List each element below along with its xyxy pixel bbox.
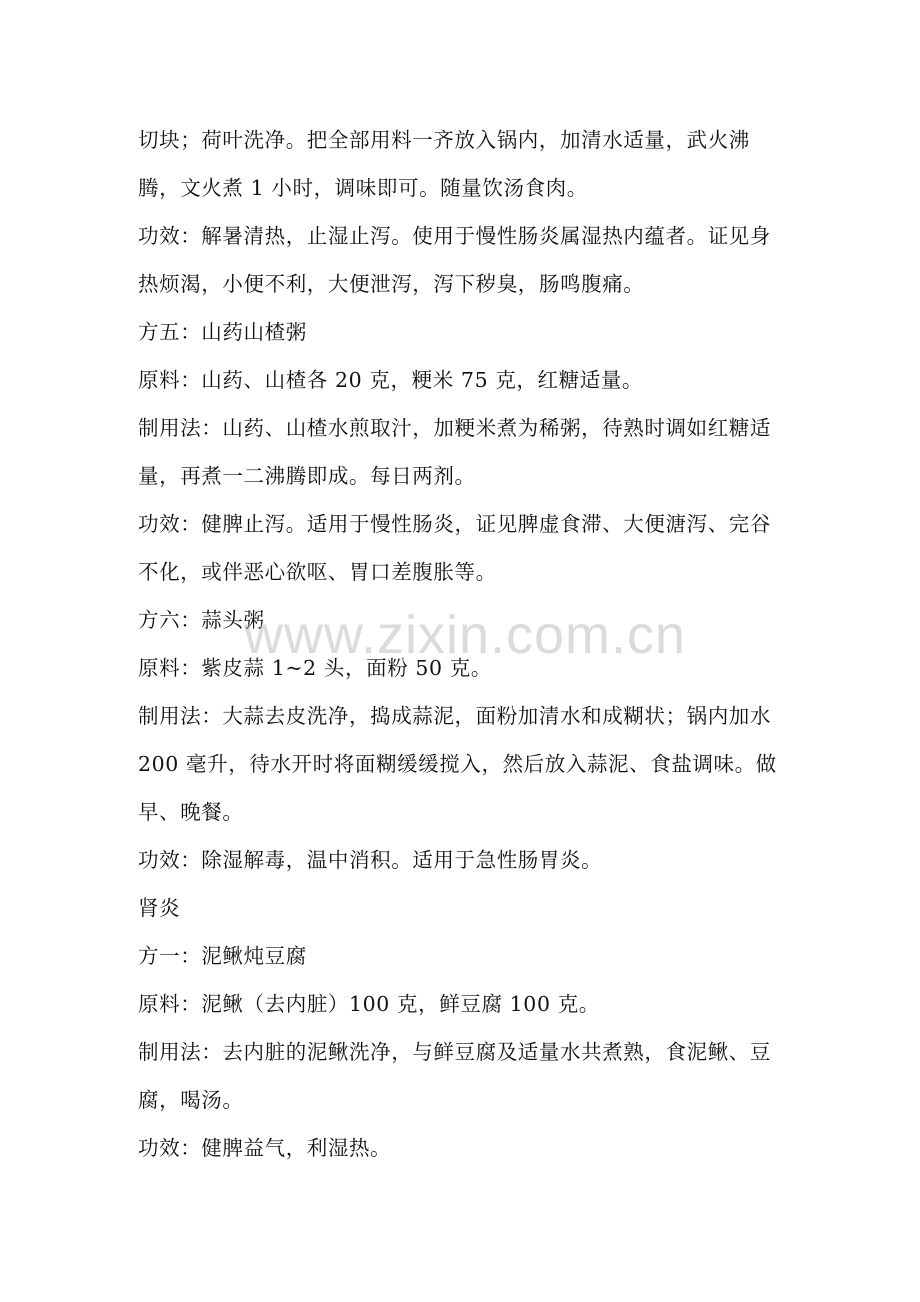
section-heading-nephritis: 肾炎 — [138, 896, 181, 920]
paragraph-efficacy-4: 功效：解暑清热，止湿止泻。使用于慢性肠炎属湿热内蕴者。证见身热烦渴，小便不利，大便泄泻，泻下秽臭，肠鸣腹痛。 — [138, 224, 771, 296]
paragraph-recipe-continued: 切块；荷叶洗净。把全部用料一齐放入锅内，加清水适量，武火沸腾，文火煮 1 小时，调味即可。随量饮汤食肉。 — [138, 128, 750, 200]
paragraph-method-5: 制用法：山药、山楂水煎取汁，加粳米煮为稀粥，待熟时调如红糖适量，再煮一二沸腾即成。每日两剂。 — [138, 416, 771, 488]
paragraph-efficacy-6: 功效：除湿解毒，温中消积。适用于急性肠胃炎。 — [138, 848, 603, 872]
heading-recipe-6: 方六：蒜头粥 — [138, 608, 265, 632]
document-body — [138, 116, 788, 1172]
paragraph-method-6: 制用法：大蒜去皮洗净，捣成蒜泥，面粉加清水和成糊状；锅内加水 200 毫升，待水开时将面糊缓缓搅入，然后放入蒜泥、食盐调味。做早、晚餐。 — [138, 704, 777, 824]
heading-recipe-5: 方五：山药山楂粥 — [138, 320, 307, 344]
paragraph-ingredients-nephritis-1: 原料：泥鳅（去内脏）100 克，鲜豆腐 100 克。 — [138, 992, 600, 1016]
paragraph-ingredients-6: 原料：紫皮蒜 1~2 头，面粉 50 克。 — [138, 656, 493, 680]
paragraph-efficacy-5: 功效：健脾止泻。适用于慢性肠炎，证见脾虚食滞、大便溏泻、完谷不化，或伴恶心欲呕、胃口差腹胀等。 — [138, 512, 771, 584]
paragraph-method-nephritis-1: 制用法：去内脏的泥鳅洗净，与鲜豆腐及适量水共煮熟，食泥鳅、豆腐，喝汤。 — [138, 1040, 771, 1112]
heading-nephritis-recipe-1: 方一：泥鳅炖豆腐 — [138, 944, 307, 968]
watermark: www.zixin.com.cn — [243, 605, 687, 665]
paragraph-ingredients-5: 原料：山药、山楂各 20 克，粳米 75 克，红糖适量。 — [138, 368, 644, 392]
paragraph-efficacy-nephritis-1: 功效：健脾益气，利湿热。 — [138, 1136, 392, 1160]
